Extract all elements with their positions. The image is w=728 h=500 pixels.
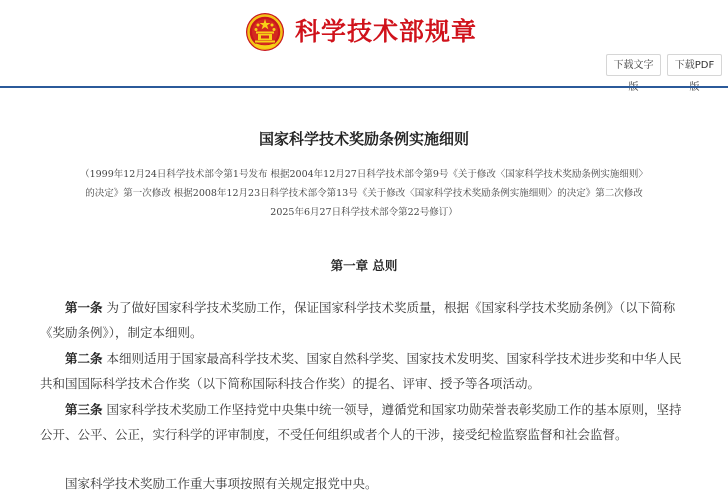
- document-title: 国家科学技术奖励条例实施细则: [258, 130, 469, 148]
- article-text: 国家科学技术奖励工作坚持党中央集中统一领导，遵循党和国家功勋荣誉表彰奖励工作的基本原则，坚持公开、公平、公正，实行科学的评审制度，不受任何组织或者个人的干涉，接受纪检监察监督和社会监督。: [40, 402, 682, 442]
- article-label: 第一条: [65, 300, 103, 315]
- site-header: [0, 0, 728, 88]
- revision-note: [40, 165, 688, 222]
- revision-line: （1999年12月24日科学技术部令第1号发布 根据2004年12月27日科学技术部令第9号《关于修改〈国家科学技术奖励条例实施细则〉: [80, 169, 648, 180]
- download-text-button[interactable]: 下载文字: [606, 54, 661, 76]
- closing-paragraph: 国家科学技术奖励工作重大事项按照有关规定报党中央。: [65, 476, 378, 491]
- article-paragraph: [40, 397, 692, 447]
- article-text: 为了做好国家科学技术奖励工作，保证国家科学技术奖质量，根据《国家科学技术奖励条例》（以下简称《奖励条例》），制定本细则。: [40, 300, 676, 340]
- header-divider: [0, 86, 728, 88]
- site-brand[interactable]: [245, 10, 477, 54]
- download-pdf-button[interactable]: 下载PDF: [667, 54, 722, 76]
- article-label: 第二条: [65, 351, 103, 366]
- revision-line: 2025年6月27日科学技术部令第22号修订）: [270, 207, 458, 218]
- national-emblem-icon: [245, 12, 285, 52]
- article-text: 本细则适用于国家最高科学技术奖、国家自然科学奖、国家技术发明奖、国家科学技术进步奖和中华人民共和国国际科学技术合作奖（以下简称国际科技合作奖）的提名、评审、授予等各项活动。: [40, 351, 682, 391]
- article-label: 第三条: [65, 402, 103, 417]
- article-paragraph: [40, 295, 692, 345]
- site-title: 科学技术部规章: [295, 17, 478, 46]
- revision-line: 的决定》第一次修改 根据2008年12月23日科学技术部令第13号《关于修改〈国家科学技术奖励条例实施细则〉的决定》第二次修改: [85, 188, 643, 199]
- article-paragraph: [40, 346, 692, 396]
- chapter-heading: 第一章 总则: [330, 258, 398, 273]
